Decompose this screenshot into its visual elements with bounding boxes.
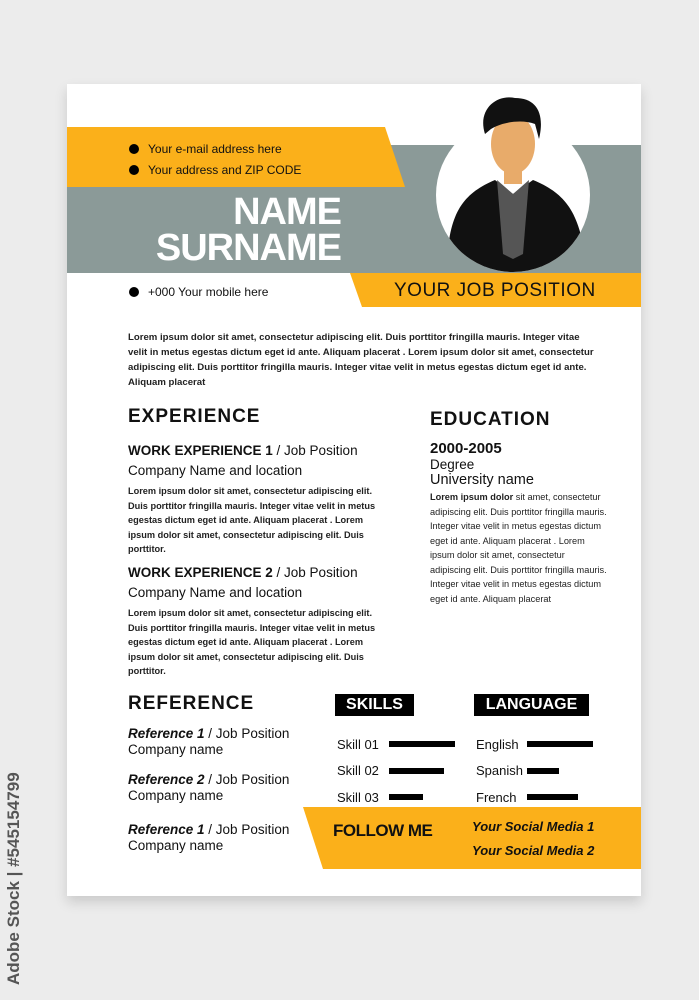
address-line	[129, 163, 301, 177]
level-label: English	[476, 736, 519, 752]
level-row	[476, 731, 593, 758]
level-bar	[389, 794, 423, 800]
mobile-line	[129, 285, 268, 299]
education-text	[430, 490, 608, 606]
skills-title: SKILLS	[335, 694, 414, 716]
follow-title: FOLLOW ME	[333, 821, 433, 840]
reference-position: / Job Position	[204, 772, 290, 787]
skills-list	[337, 731, 455, 811]
level-bar	[389, 768, 444, 774]
level-label: Spanish	[476, 763, 523, 779]
reference-position: / Job Position	[204, 822, 290, 837]
level-label: French	[476, 789, 517, 805]
reference-company: Company name	[128, 788, 224, 803]
education-block	[430, 440, 608, 606]
experience-text: Lorem ipsum dolor sit amet, consectetur adipiscing elit. Duis porttitor fringilla mauris. Integer vitae velit in metus egestas dictum eget id ante. Aliquam placerat . Lorem ipsum dolor sit amet, consectetur adipiscing elit. Duis porttitor.	[128, 608, 376, 676]
reference-name: Reference 2	[128, 772, 205, 787]
reference-item	[128, 726, 289, 758]
education-degree: Degree	[430, 457, 475, 472]
education-title: EDUCATION	[430, 409, 551, 430]
experience-text: Lorem ipsum dolor sit amet, consectetur adipiscing elit. Duis porttitor fringilla mauris. Integer vitae velit in metus egestas dictum eget id ante. Aliquam placerat . Lorem ipsum dolor sit amet, consectetur adipiscing elit. Duis porttitor.	[128, 486, 376, 554]
experience-item	[128, 443, 390, 565]
reference-name: Reference 1	[128, 822, 205, 837]
level-label: Skill 02	[337, 763, 379, 779]
reference-name: Reference 1	[128, 726, 205, 741]
experience-title-2: WORK EXPERIENCE 2	[128, 565, 273, 580]
email-text: Your e-mail address here	[148, 142, 282, 156]
level-label: Skill 01	[337, 736, 379, 752]
summary: Lorem ipsum dolor sit amet, consectetur adipiscing elit. Duis porttitor fringilla mauris. Integer vitae velit in metus egestas dictum eget id ante. Aliquam placerat . Lorem ipsum dolor sit amet, consectetur adipiscing elit. Duis porttitor fringilla mauris. Integer vitae velit in metus egestas dictum eget id ante. Aliquam placerat	[128, 332, 594, 388]
experience-position: / Job Position	[272, 565, 358, 580]
level-row	[337, 731, 455, 758]
reference-company: Company name	[128, 742, 224, 757]
level-bar	[527, 794, 578, 800]
level-row	[337, 758, 455, 785]
reference-item	[128, 772, 289, 804]
level-row	[476, 758, 593, 785]
social-link-2[interactable]: Your Social Media 2	[472, 843, 595, 858]
reference-item	[128, 822, 289, 854]
job-position: YOUR JOB POSITION	[394, 280, 596, 301]
address-text: Your address and ZIP CODE	[148, 163, 302, 177]
bullet-icon	[129, 287, 139, 297]
name: NAME	[233, 191, 341, 233]
side-watermark: Adobe Stock | #545154799	[4, 772, 23, 985]
experience-company: Company Name and location	[128, 463, 303, 478]
full-name	[155, 191, 341, 269]
experience-list	[128, 443, 390, 679]
education-university: University name	[430, 472, 534, 488]
level-bar	[527, 741, 593, 747]
reference-title: REFERENCE	[128, 693, 255, 714]
language-title: LANGUAGE	[474, 694, 589, 716]
surname: SURNAME	[155, 227, 341, 269]
education-body: sit amet, consectetur adipiscing elit. Duis porttitor fringilla mauris. Integer vitae velit in metus egestas dictum eget id ante. Aliquam placerat . Lorem ipsum dolor sit amet, consectetur adipiscing elit. Duis porttitor fringilla mauris. Integer vitae velit in metus egestas dictum eget id ante. Aliquam placerat	[430, 492, 607, 604]
education-years: 2000-2005	[430, 440, 502, 457]
experience-title: EXPERIENCE	[128, 406, 261, 427]
education-lead: Lorem ipsum dolor	[430, 492, 514, 502]
experience-position: / Job Position	[272, 443, 358, 458]
email-line	[129, 142, 282, 156]
yellow-contact-band	[67, 127, 405, 187]
reference-position: / Job Position	[204, 726, 290, 741]
experience-item	[128, 565, 390, 679]
experience-company: Company Name and location	[128, 585, 303, 600]
mobile-text: +000 Your mobile here	[148, 285, 269, 299]
language-list	[476, 731, 593, 811]
experience-title-1: WORK EXPERIENCE 1	[128, 443, 273, 458]
reference-company: Company name	[128, 838, 224, 853]
level-bar	[527, 768, 559, 774]
social-link-1[interactable]: Your Social Media 1	[472, 819, 595, 834]
level-label: Skill 03	[337, 789, 379, 805]
level-bar	[389, 741, 455, 747]
bullet-icon	[129, 144, 139, 154]
bullet-icon	[129, 165, 139, 175]
